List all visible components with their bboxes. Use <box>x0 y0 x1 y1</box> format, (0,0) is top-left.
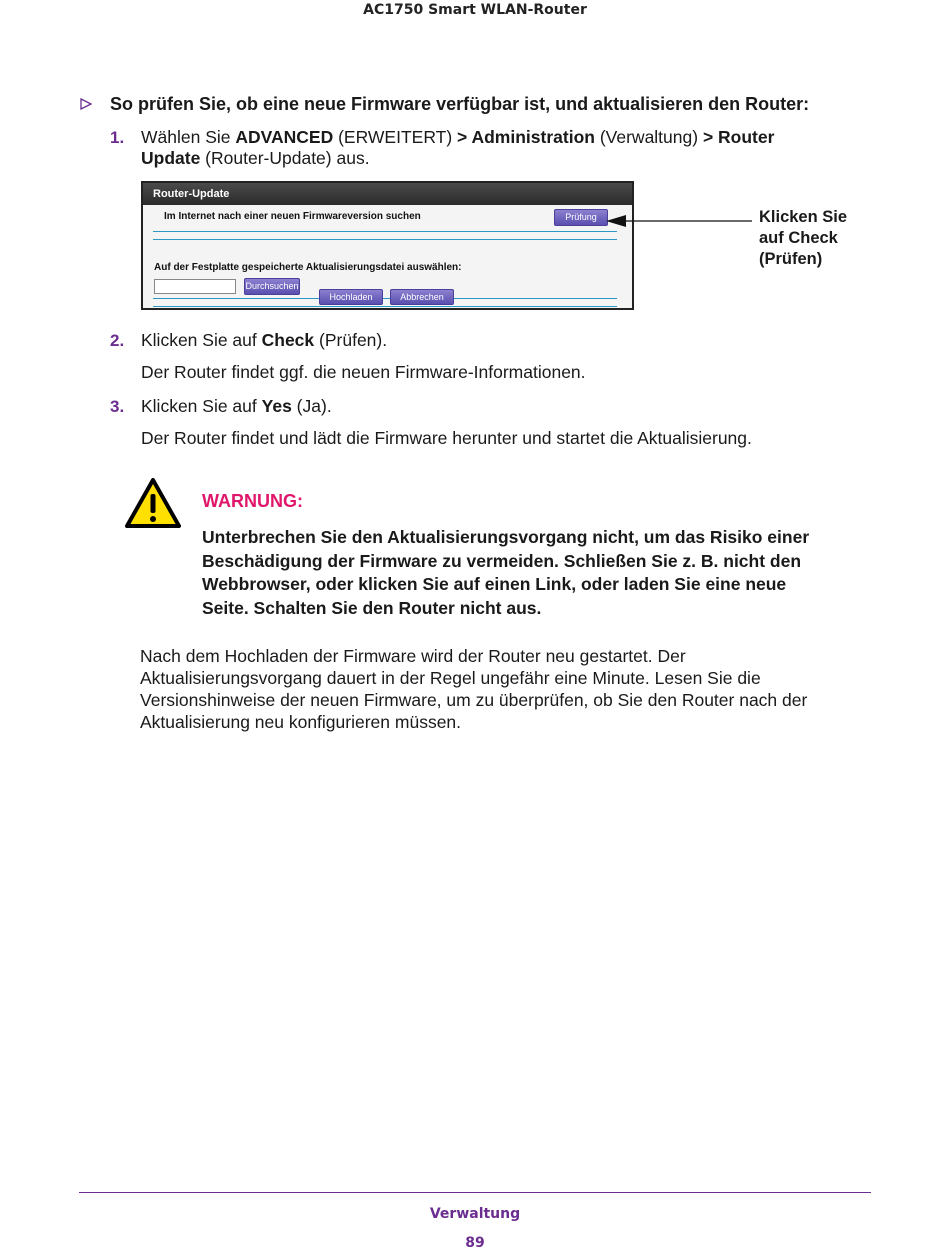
triangle-arrow-icon <box>80 97 110 113</box>
footer-section-name: Verwaltung <box>429 1206 521 1222</box>
router-update-title: Router-Update <box>143 183 632 205</box>
step-2-note: Der Router findet ggf. die neuen Firmware-Informationen. <box>141 362 586 382</box>
step-3-text: Klicken Sie auf Yes (Ja). <box>141 396 332 416</box>
step-3-number: 3. <box>110 397 125 416</box>
upload-button[interactable]: Hochladen <box>319 289 383 305</box>
page-header-title: AC1750 Smart WLAN-Router <box>363 2 587 18</box>
cancel-button[interactable]: Abbrechen <box>390 289 454 305</box>
callout-text: Klicken Sie auf Check (Prüfen) <box>759 208 848 268</box>
warning-label: WARNUNG: <box>202 491 303 511</box>
divider <box>153 298 617 299</box>
footer-divider <box>79 1192 871 1193</box>
step-2-number: 2. <box>110 331 125 350</box>
divider <box>153 231 617 232</box>
footer-page-number: 89 <box>465 1235 485 1251</box>
file-path-input[interactable] <box>154 279 236 294</box>
check-button[interactable]: Prüfung <box>554 209 608 226</box>
divider <box>153 239 617 240</box>
file-select-label: Auf der Festplatte gespeicherte Aktualisierungsdatei auswählen: <box>154 262 462 273</box>
check-firmware-label: Im Internet nach einer neuen Firmwareversion suchen <box>164 211 421 222</box>
divider <box>153 306 617 307</box>
step-1-number: 1. <box>110 128 125 147</box>
step-1-text: Wählen Sie ADVANCED (ERWEITERT) > Administration (Verwaltung) > Router Update (Router-Update) aus. <box>141 127 775 168</box>
post-update-paragraph: Nach dem Hochladen der Firmware wird der Router neu gestartet. Der Aktualisierungsvorgang dauert in der Regel ungefähr eine Minute. Lesen Sie die Versionshinweise der neuen Firmware, um zu überprüfen, ob Sie den Router nach der Aktualisierung neu konfigurieren müssen. <box>140 646 808 732</box>
warning-triangle-icon <box>124 477 182 534</box>
warning-text: Unterbrechen Sie den Aktualisierungsvorgang nicht, um das Risiko einer Beschädigung der Firmware zu vermeiden. Schließen Sie z. B. nicht den Webbrowser, oder klicken Sie auf einen Link, oder laden Sie eine neue Seite. Schalten Sie den Router nicht aus. <box>202 527 810 618</box>
procedure-heading <box>80 94 880 115</box>
procedure-heading-text: So prüfen Sie, ob eine neue Firmware verfügbar ist, und aktualisieren den Router: <box>110 94 810 114</box>
router-update-panel <box>141 181 634 310</box>
callout-arrow <box>604 210 754 232</box>
browse-button[interactable]: Durchsuchen <box>244 278 300 295</box>
step-2-text: Klicken Sie auf Check (Prüfen). <box>141 330 388 350</box>
step-3-note: Der Router findet und lädt die Firmware herunter und startet die Aktualisierung. <box>141 428 752 448</box>
